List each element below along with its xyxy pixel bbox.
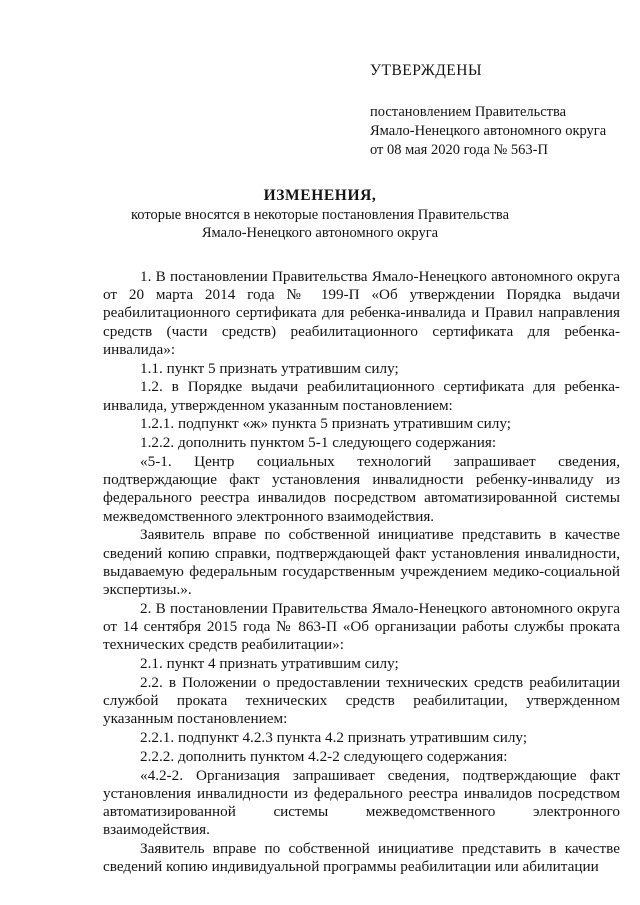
- paragraph-2: 2. В постановлении Правительства Ямало-Ненецкого автономного округа от 14 сентября 2015 года № 863-П «Об организации работы службы проката технических средств реабилитации»:: [103, 599, 620, 654]
- paragraph-1-1: 1.1. пункт 5 признать утратившим силу;: [140, 359, 399, 377]
- paragraph-1-2: 1.2. в Порядке выдачи реабилитационного сертификата для ребенка-инвалида, утвержденном указанным постановлением:: [103, 378, 620, 414]
- paragraph-2-2: 2.2. в Положении о предоставлении технических средств реабилитации службой проката технических средств реабилитации, утвержденном указанным постановлением:: [103, 673, 620, 728]
- approval-line: Ямало-Ненецкого автономного округа: [370, 123, 607, 139]
- paragraph-5-1-quote: «5-1. Центр социальных технологий запрашивает сведения, подтверждающие факт установления инвалидности ребенку-инвалиду из федерального реестра инвалидов посредством автоматизированной системы межведомственного электронного взаимодействия.: [103, 453, 620, 525]
- approval-block: [370, 62, 620, 160]
- title-subtitle-line: которые вносятся в некоторые постановления Правительства: [130, 207, 510, 223]
- document-title: [0, 186, 640, 242]
- title-subtitle-line: Ямало-Ненецкого автономного округа: [201, 225, 439, 241]
- approval-line: постановлением Правительства: [370, 104, 567, 120]
- paragraph-applicant-1: Заявитель вправе по собственной инициативе представить в качестве сведений копию справки, подтверждающей факт установления инвалидности, выдаваемую федеральным государственным учреждением медико-социальной экспертизы.».: [103, 526, 620, 599]
- paragraph-applicant-2: Заявитель вправе по собственной инициативе представить в качестве сведений копию индивидуальной программы реабилитации или абилитации: [103, 840, 620, 876]
- paragraph-1: 1. В постановлении Правительства Ямало-Ненецкого автономного округа от 20 марта 2014 года № 199-П «Об утверждении Порядка выдачи реабилитационного сертификата для ребенка-инвалида и Правил направления средств (части средств) реабилитационного сертификата для ребенка-инвалида»:: [103, 268, 620, 358]
- paragraph-1-2-2: 1.2.2. дополнить пунктом 5-1 следующего содержания:: [140, 434, 497, 452]
- paragraph-1-2-1: 1.2.1. подпункт «ж» пункта 5 признать утратившим силу;: [140, 415, 511, 433]
- paragraph-4-2-2-quote: «4.2-2. Организация запрашивает сведения, подтверждающие факт установления инвалидности из федерального реестра инвалидов посредством автоматизированной системы межведомственного электронного взаимодействия.: [103, 766, 620, 839]
- title-main: ИЗМЕНЕНИЯ,: [263, 187, 377, 204]
- paragraph-2-1: 2.1. пункт 4 признать утратившим силу;: [140, 655, 399, 673]
- paragraph-2-2-1: 2.2.1. подпункт 4.2.3 пункта 4.2 признать утратившим силу;: [140, 729, 528, 747]
- approval-heading: УТВЕРЖДЕНЫ: [370, 62, 482, 79]
- paragraph-2-2-2: 2.2.2. дополнить пунктом 4.2-2 следующего содержания:: [140, 747, 508, 765]
- document-body: [103, 268, 620, 877]
- approval-line: от 08 мая 2020 года № 563-П: [370, 142, 548, 158]
